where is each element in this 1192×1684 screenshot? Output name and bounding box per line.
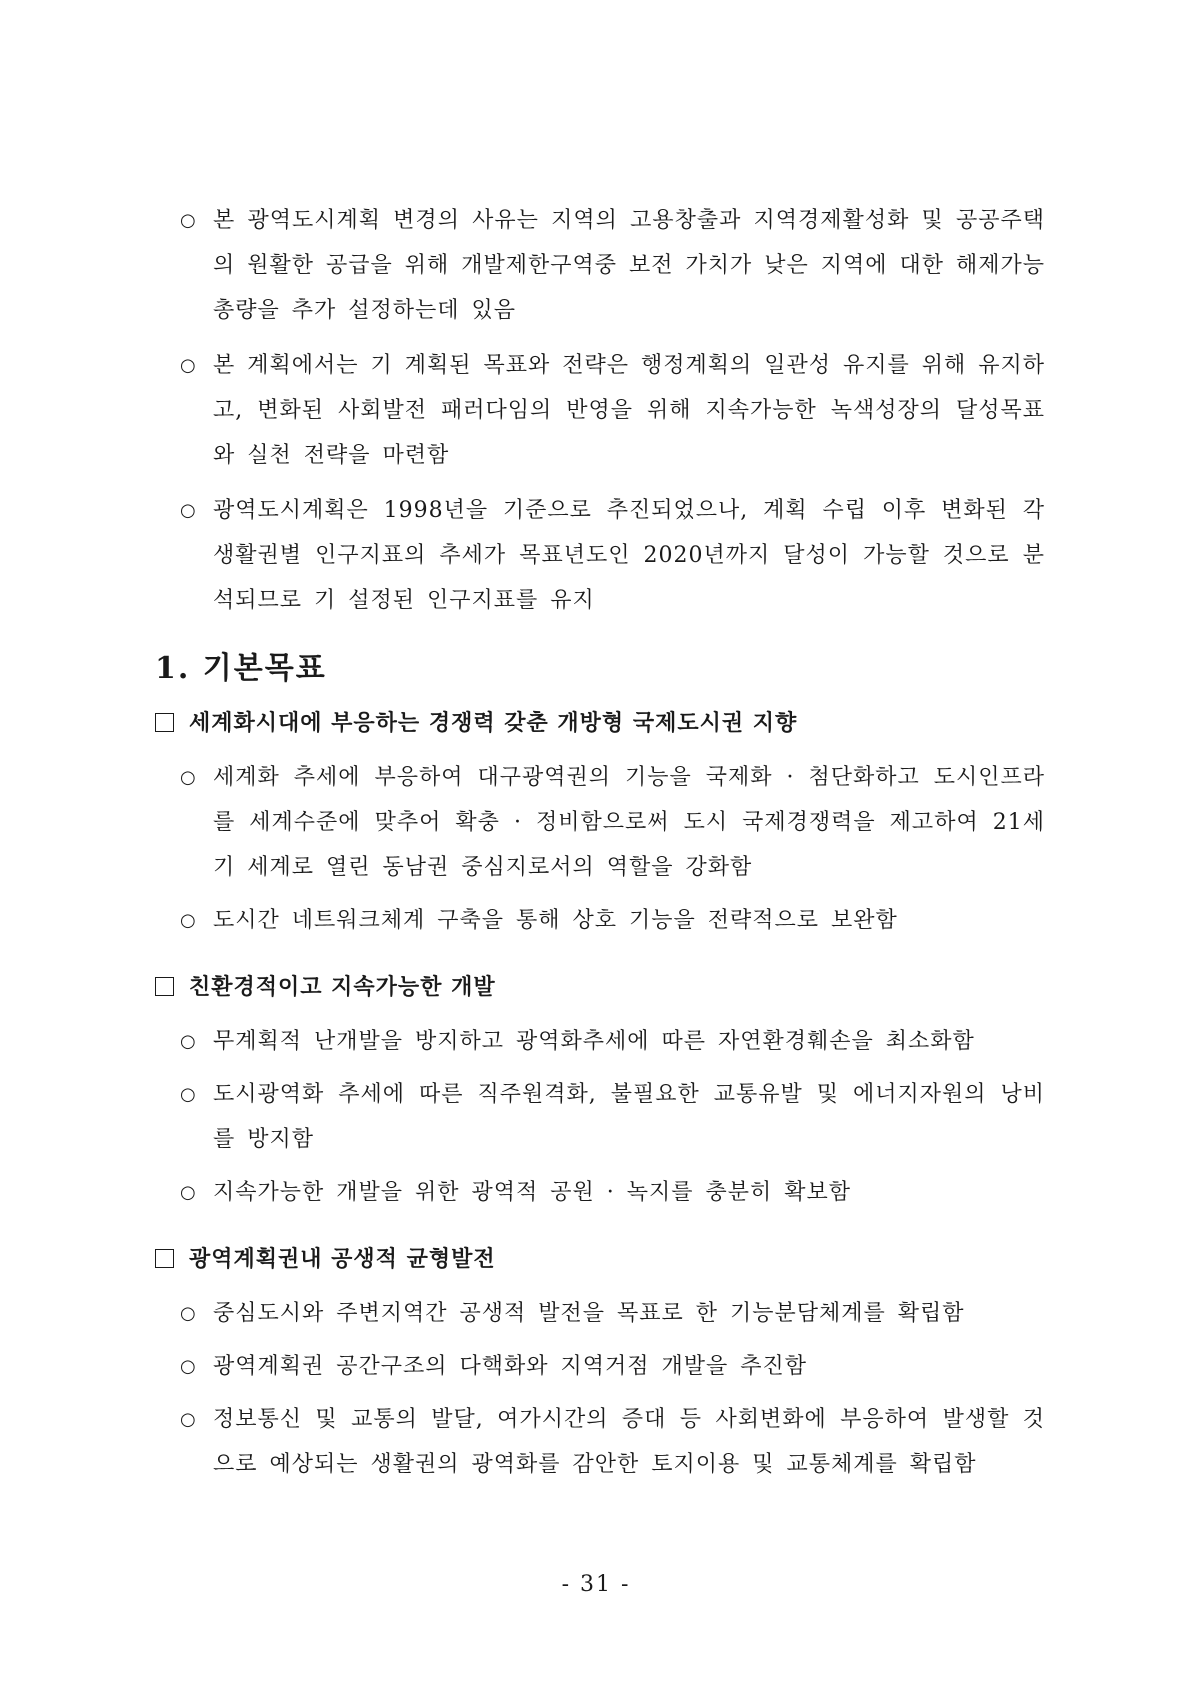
goal-item bbox=[155, 1019, 1045, 1064]
intro-item-text: 본 광역도시계획 변경의 사유는 지역의 고용창출과 지역경제활성화 및 공공주택의 원활한 공급을 위해 개발제한구역중 보전 가치가 낮은 지역에 대한 해제가능총량을 추가 설정하는데 있음 bbox=[213, 208, 1045, 323]
goal-item-text: 도시간 네트워크체계 구축을 통해 상호 기능을 전략적으로 보완함 bbox=[213, 908, 898, 933]
circle-bullet-icon: ○ bbox=[180, 355, 197, 376]
goal-item bbox=[155, 1072, 1045, 1162]
circle-bullet-icon: ○ bbox=[180, 500, 197, 521]
section-title: 1. 기본목표 bbox=[155, 651, 327, 686]
goal-item-text: 도시광역화 추세에 따른 직주원격화, 불필요한 교통유발 및 에너지자원의 낭비를 방지함 bbox=[213, 1082, 1045, 1152]
goal-item-text: 정보통신 및 교통의 발달, 여가시간의 증대 등 사회변화에 부응하여 발생할 것으로 예상되는 생활권의 광역화를 감안한 토지이용 및 교통체계를 확립함 bbox=[213, 1407, 1045, 1477]
goal-heading-text: 친환경적이고 지속가능한 개발 bbox=[189, 974, 496, 1000]
circle-bullet-icon: ○ bbox=[180, 1084, 197, 1105]
circle-bullet-icon: ○ bbox=[180, 1182, 197, 1203]
goal-heading bbox=[155, 967, 1045, 1007]
goal-heading-text: 세계화시대에 부응하는 경쟁력 갖춘 개방형 국제도시권 지향 bbox=[189, 710, 798, 736]
intro-item-text: 본 계획에서는 기 계획된 목표와 전략은 행정계획의 일관성 유지를 위해 유지하고, 변화된 사회발전 패러다임의 반영을 위해 지속가능한 녹색성장의 달성목표와 실천 전략을 마련함 bbox=[213, 353, 1045, 468]
goal-item bbox=[155, 1291, 1045, 1336]
page-content bbox=[155, 198, 1045, 1511]
circle-bullet-icon: ○ bbox=[180, 1031, 197, 1052]
intro-item bbox=[155, 198, 1045, 333]
goal-item bbox=[155, 898, 1045, 943]
square-bullet-icon bbox=[155, 1249, 174, 1268]
goal-heading bbox=[155, 1239, 1045, 1279]
circle-bullet-icon: ○ bbox=[180, 1409, 197, 1430]
circle-bullet-icon: ○ bbox=[180, 910, 197, 931]
goal-group bbox=[155, 1239, 1045, 1487]
intro-item bbox=[155, 488, 1045, 623]
goal-item bbox=[155, 1170, 1045, 1215]
square-bullet-icon bbox=[155, 713, 174, 732]
intro-item bbox=[155, 343, 1045, 478]
circle-bullet-icon: ○ bbox=[180, 210, 197, 231]
goal-item bbox=[155, 1344, 1045, 1389]
goal-heading bbox=[155, 703, 1045, 743]
page-number: - 31 - bbox=[561, 1572, 631, 1597]
intro-item-text: 광역도시계획은 1998년을 기준으로 추진되었으나, 계획 수립 이후 변화된 각 생활권별 인구지표의 추세가 목표년도인 2020년까지 달성이 가능할 것으로 분석되므로 기 설정된 인구지표를 유지 bbox=[213, 498, 1045, 613]
goal-item bbox=[155, 1397, 1045, 1487]
goal-item-text: 무계획적 난개발을 방지하고 광역화추세에 따른 자연환경훼손을 최소화함 bbox=[213, 1029, 975, 1054]
goal-item-text: 세계화 추세에 부응하여 대구광역권의 기능을 국제화 · 첨단화하고 도시인프라를 세계수준에 맞추어 확충 · 정비함으로써 도시 국제경쟁력을 제고하여 21세기 세계로 열린 동남권 중심지로서의 역할을 강화함 bbox=[213, 765, 1045, 880]
goal-group bbox=[155, 703, 1045, 943]
goal-group bbox=[155, 967, 1045, 1215]
goal-item-text: 광역계획권 공간구조의 다핵화와 지역거점 개발을 추진함 bbox=[213, 1354, 808, 1379]
circle-bullet-icon: ○ bbox=[180, 1356, 197, 1377]
square-bullet-icon bbox=[155, 977, 174, 996]
goal-item bbox=[155, 755, 1045, 890]
circle-bullet-icon: ○ bbox=[180, 767, 197, 788]
goal-heading-text: 광역계획권내 공생적 균형발전 bbox=[189, 1246, 496, 1272]
goal-item-text: 지속가능한 개발을 위한 광역적 공원 · 녹지를 충분히 확보함 bbox=[213, 1180, 851, 1205]
goal-item-text: 중심도시와 주변지역간 공생적 발전을 목표로 한 기능분담체계를 확립함 bbox=[213, 1301, 965, 1326]
circle-bullet-icon: ○ bbox=[180, 1303, 197, 1324]
intro-list bbox=[155, 198, 1045, 623]
